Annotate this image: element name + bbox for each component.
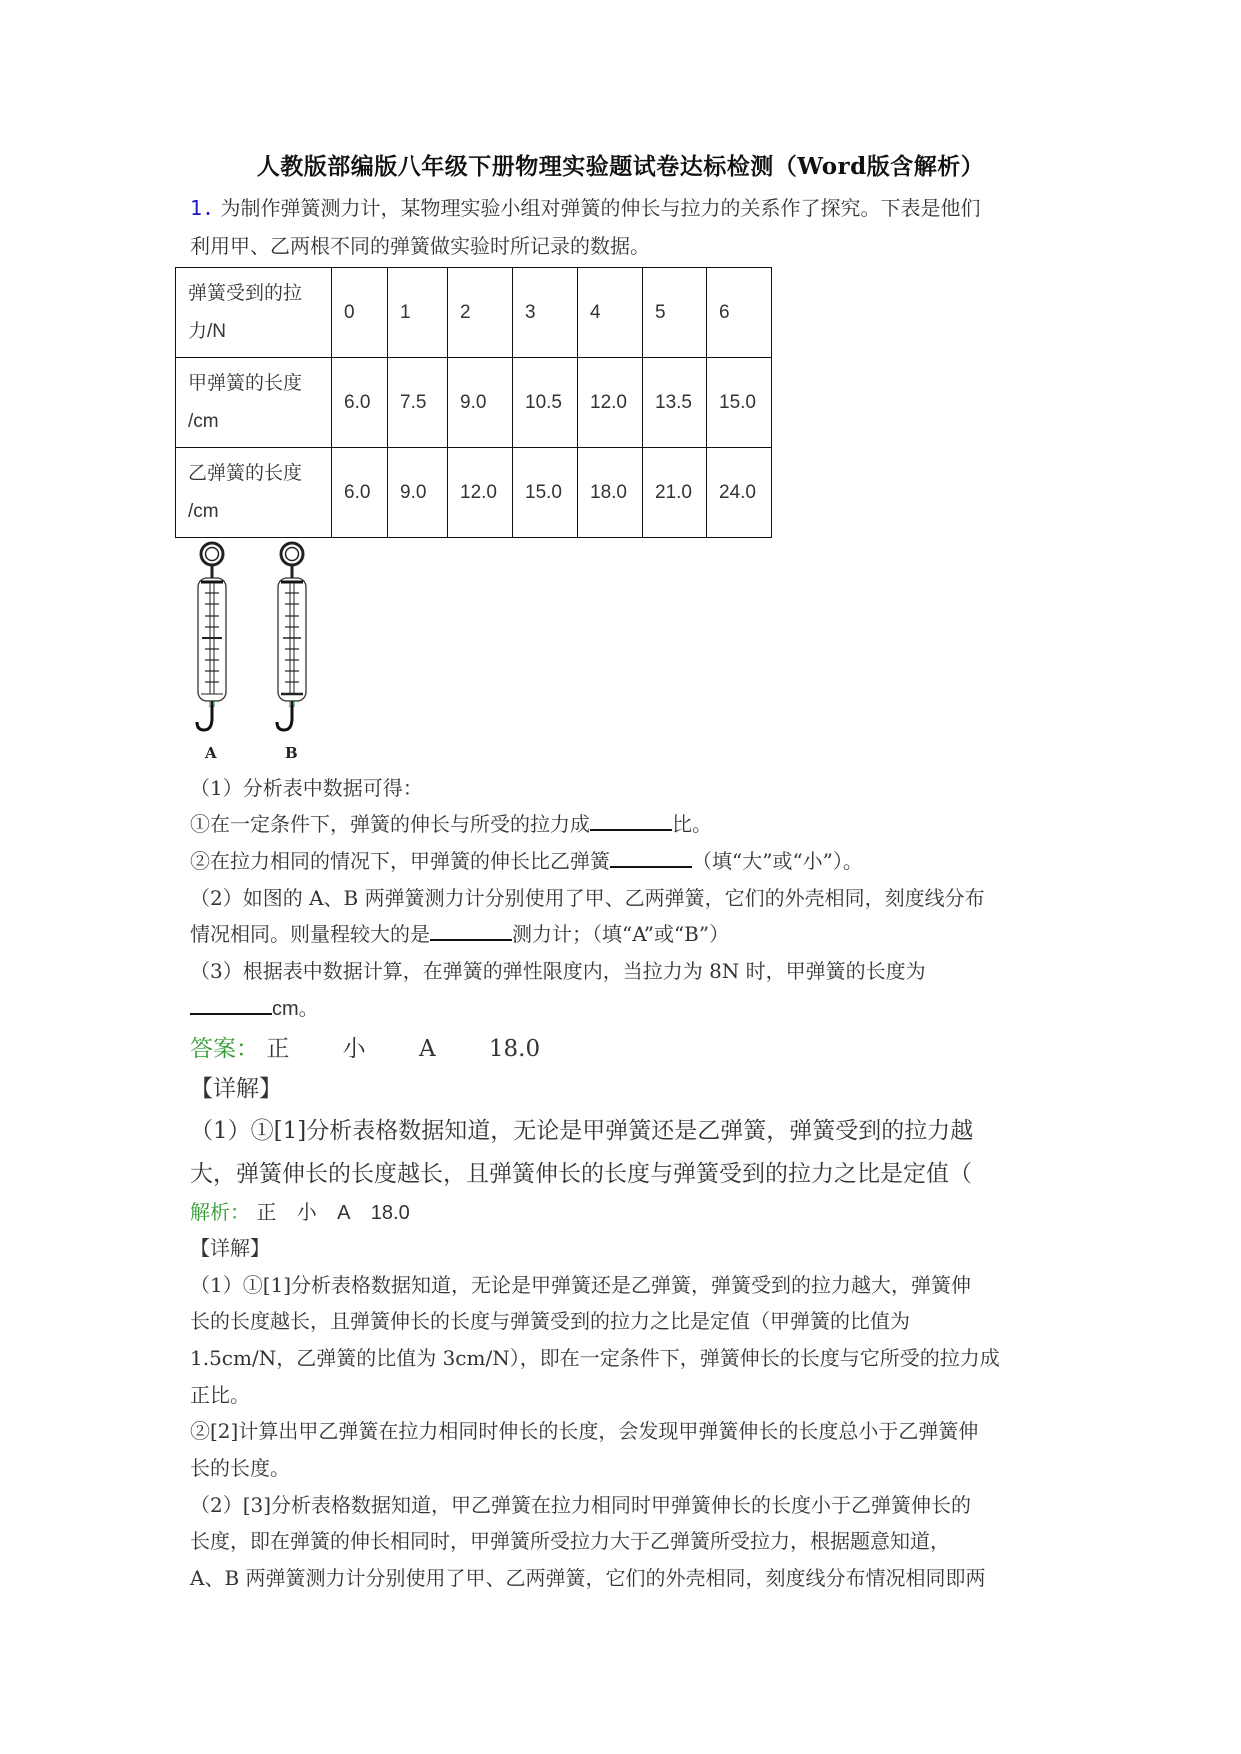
- table-cell: 9.0: [388, 448, 448, 538]
- data-table: [175, 267, 772, 538]
- part2-line1: （2）如图的 A、B 两弹簧测力计分别使用了甲、乙两弹簧，它们的外壳相同，刻度线分布: [190, 886, 985, 910]
- part1-heading: （1）分析表中数据可得：: [190, 776, 423, 800]
- answer-detail-line1: （1）①[1]分析表格数据知道，无论是甲弹簧还是乙弹簧，弹簧受到的拉力越: [190, 1118, 974, 1144]
- spring-scale-a: [197, 543, 226, 762]
- analysis-line-8: 长度，即在弹簧的伸长相同时，甲弹簧所受拉力大于乙弹簧所受拉力，根据题意知道，: [190, 1529, 950, 1553]
- table-cell: 2: [448, 268, 513, 358]
- label-a: A: [205, 744, 217, 762]
- part1-a: ①在一定条件下，弹簧的伸长与所受的拉力成 比。: [190, 812, 712, 836]
- table-cell: 6: [707, 268, 772, 358]
- svg-text:N: N: [288, 700, 296, 710]
- table-cell: 3: [513, 268, 578, 358]
- spring-scale-b: [277, 543, 306, 762]
- table-cell: 21.0: [643, 448, 707, 538]
- row-header: 弹簧受到的拉 力/N: [176, 268, 332, 358]
- analysis-line-2: 长的长度越长，且弹簧伸长的长度与弹簧受到的拉力之比是定值（甲弹簧的比值为: [190, 1309, 910, 1333]
- table-cell: 1: [388, 268, 448, 358]
- answer-blank-1[interactable]: [590, 811, 672, 831]
- question-intro-line1: 1. 为制作弹簧测力计，某物理实验小组对弹簧的伸长与拉力的关系作了探究。下表是他们: [190, 196, 981, 220]
- table-cell: 6.0: [332, 358, 388, 448]
- table-cell: 7.5: [388, 358, 448, 448]
- analysis-line-5: ②[2]计算出甲乙弹簧在拉力相同时伸长的长度，会发现甲弹簧伸长的长度总小于乙弹簧伸: [190, 1419, 979, 1443]
- table-cell: 15.0: [707, 358, 772, 448]
- analysis-line: 解析： 正 小 A 18.0: [190, 1200, 410, 1224]
- part3-line2: cm。: [190, 992, 319, 1021]
- table-cell: 15.0: [513, 448, 578, 538]
- answer-blank-3[interactable]: [430, 921, 512, 941]
- analysis-line-7: （2）[3]分析表格数据知道，甲乙弹簧在拉力相同时甲弹簧伸长的长度小于乙弹簧伸长的: [190, 1493, 972, 1517]
- table-cell: 10.5: [513, 358, 578, 448]
- analysis-line-4: 正比。: [190, 1383, 250, 1407]
- analysis-detail-heading: 【详解】: [190, 1236, 270, 1260]
- table-row-force: [176, 268, 772, 358]
- answer-detail-heading: 【详解】: [190, 1076, 282, 1102]
- table-cell: 5: [643, 268, 707, 358]
- row-header: 甲弹簧的长度 /cm: [176, 358, 332, 448]
- table-cell: 0: [332, 268, 388, 358]
- table-cell: 6.0: [332, 448, 388, 538]
- part2-line2: 情况相同。则量程较大的是 测力计；（填“A”或“B”）: [190, 922, 730, 946]
- answer-line: 答案： 正 小 A 18.0: [190, 1036, 541, 1062]
- table-cell: 24.0: [707, 448, 772, 538]
- spring-scales-figure: [185, 540, 335, 765]
- table-cell: 12.0: [578, 358, 643, 448]
- table-cell: 12.0: [448, 448, 513, 538]
- answer-label: 答案：: [190, 1036, 259, 1062]
- analysis-line-6: 长的长度。: [190, 1456, 290, 1480]
- part1-b: ②在拉力相同的情况下，甲弹簧的伸长比乙弹簧 （填“大”或“小”）。: [190, 849, 863, 873]
- analysis-line-1: （1）①[1]分析表格数据知道，无论是甲弹簧还是乙弹簧，弹簧受到的拉力越大，弹簧伸: [190, 1273, 972, 1297]
- answer-blank-4[interactable]: [190, 995, 272, 1015]
- table-cell: 13.5: [643, 358, 707, 448]
- analysis-line-9: A、B 两弹簧测力计分别使用了甲、乙两弹簧，它们的外壳相同，刻度线分布情况相同即两: [190, 1566, 986, 1590]
- row-header: 乙弹簧的长度 /cm: [176, 448, 332, 538]
- document-title: 人教版部编版八年级下册物理实验题试卷达标检测（Word版含解析）: [256, 153, 985, 180]
- analysis-line-3: 1.5cm/N，乙弹簧的比值为 3cm/N），即在一定条件下，弹簧伸长的长度与它所受的拉力成: [190, 1346, 1000, 1370]
- answer-detail-line2: 大，弹簧伸长的长度越长，且弹簧伸长的长度与弹簧受到的拉力之比是定值（: [190, 1161, 972, 1187]
- table-cell: 4: [578, 268, 643, 358]
- question-intro-line2: 利用甲、乙两根不同的弹簧做实验时所记录的数据。: [190, 234, 650, 258]
- table-cell: 18.0: [578, 448, 643, 538]
- question-number: 1.: [190, 196, 215, 220]
- svg-text:N: N: [208, 700, 216, 710]
- part3-line1: （3）根据表中数据计算，在弹簧的弹性限度内，当拉力为 8N 时，甲弹簧的长度为: [190, 959, 926, 983]
- analysis-label: 解析：: [190, 1200, 250, 1224]
- table-row-yi: [176, 448, 772, 538]
- answer-blank-2[interactable]: [610, 848, 692, 868]
- table-row-jia: [176, 358, 772, 448]
- table-cell: 9.0: [448, 358, 513, 448]
- label-b: B: [285, 744, 298, 762]
